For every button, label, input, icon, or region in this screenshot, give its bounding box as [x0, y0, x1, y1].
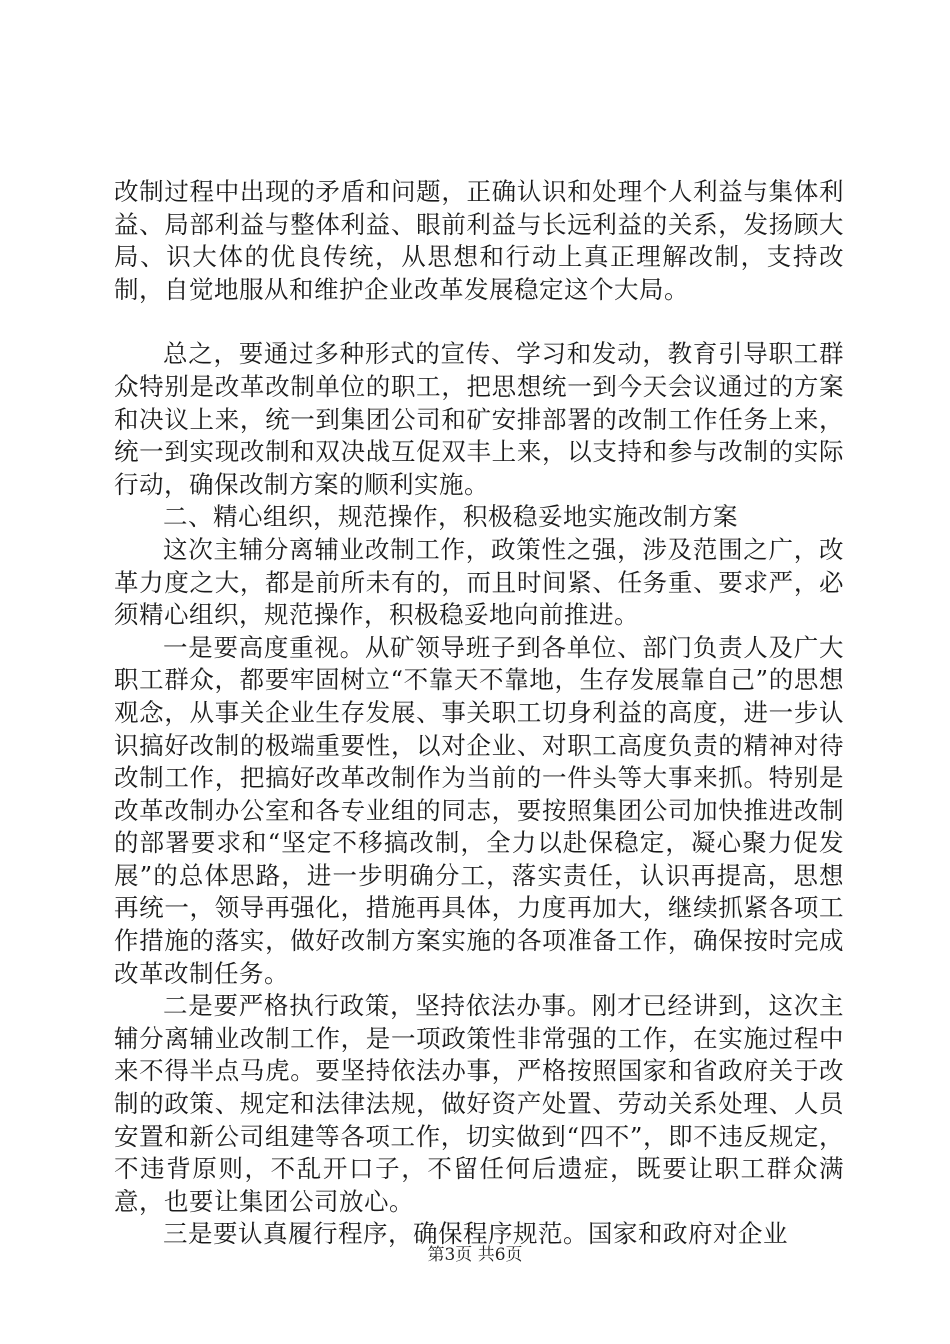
paragraph-point-two: 二是要严格执行政策，坚持依法办事。刚才已经讲到，这次主辅分离辅业改制工作，是一项政策性非常强的工作，在实施过程中来不得半点马虎。要坚持依法办事，严格按照国家和省政府关于改制的政策、规定和法律法规，做好资产处置、劳动关系处理、人员安置和新公司组建等各项工作，切实做到“四不”，即不违反规定，不违背原则，不乱开口子，不留任何后遗症，既要让职工群众满意，也要让集团公司放心。 [114, 991, 844, 1216]
paragraph-intro: 这次主辅分离辅业改制工作，政策性之强，涉及范围之广，改革力度之大，都是前所未有的，而且时间紧、任务重、要求严，必须精心组织，规范操作，积极稳妥地向前推进。 [114, 534, 844, 630]
section-heading: 二、精心组织，规范操作，积极稳妥地实施改制方案 [163, 502, 738, 532]
document-body [114, 176, 844, 1251]
page-footer: 第3页 共6页 [427, 1245, 523, 1265]
paragraph-point-three: 三是要认真履行程序，确保程序规范。国家和政府对企业 [163, 1219, 788, 1249]
paragraph-summary: 总之，要通过多种形式的宣传、学习和发动，教育引导职工群众特别是改革改制单位的职工，把思想统一到今天会议通过的方案和决议上来，统一到集团公司和矿安排部署的改制工作任务上来，统一到实现改制和双决战互促双丰上来，以支持和参与改制的实际行动，确保改制方案的顺利实施。 [114, 339, 844, 499]
paragraph-point-one: 一是要高度重视。从矿领导班子到各单位、部门负责人及广大职工群众，都要牢固树立“不靠天不靠地，生存发展靠自己”的思想观念，从事关企业生存发展、事关职工切身利益的高度，进一步认识搞好改制的极端重要性，以对企业、对职工高度负责的精神对待改制工作，把搞好改革改制作为当前的一件头等大事来抓。特别是改革改制办公室和各专业组的同志，要按照集团公司加快推进改制的部署要求和“坚定不移搞改制，全力以赴保稳定，凝心聚力促发展”的总体思路，进一步明确分工，落实责任，认识再提高，思想再统一，领导再强化，措施再具体，力度再加大，继续抓紧各项工作措施的落实，做好改制方案实施的各项准备工作，确保按时完成改革改制任务。 [114, 632, 844, 988]
paragraph-continued: 改制过程中出现的矛盾和问题，正确认识和处理个人利益与集体利益、局部利益与整体利益、眼前利益与长远利益的关系，发扬顾大局、识大体的优良传统，从思想和行动上真正理解改制，支持改制，自觉地服从和维护企业改革发展稳定这个大局。 [114, 177, 844, 304]
